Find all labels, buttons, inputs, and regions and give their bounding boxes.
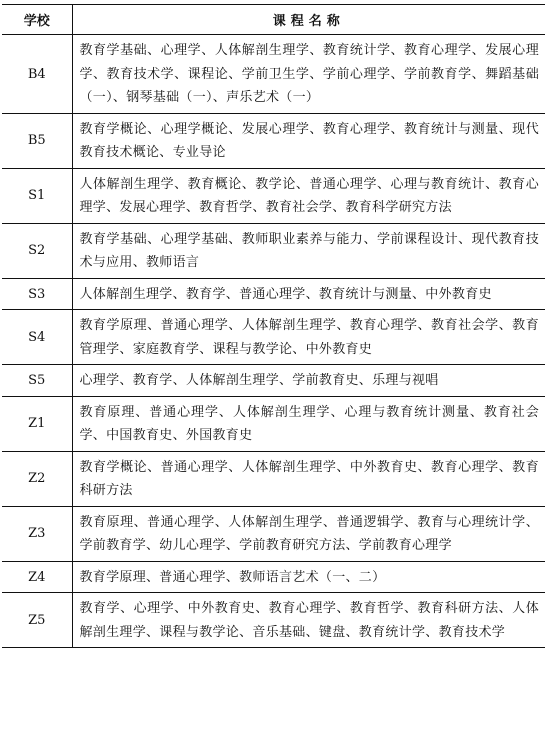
courses-cell: 教育学原理、普通心理学、人体解剖生理学、教育心理学、教育社会学、教育管理学、家庭教育学、课程与教学论、中外教育史 [72,310,545,365]
school-cell: Z5 [2,593,72,648]
courses-cell: 教育原理、普通心理学、人体解剖生理学、心理与教育统计测量、教育社会学、中国教育史、外国教育史 [72,396,545,451]
courses-cell: 教育原理、普通心理学、人体解剖生理学、普通逻辑学、教育与心理统计学、学前教育学、幼儿心理学、学前教育研究方法、学前教育心理学 [72,506,545,561]
school-cell: S4 [2,310,72,365]
header-school: 学校 [2,5,72,35]
courses-cell: 教育学概论、普通心理学、人体解剖生理学、中外教育史、教育心理学、教育科研方法 [72,451,545,506]
header-row [2,5,545,35]
courses-cell: 教育学概论、心理学概论、发展心理学、教育心理学、教育统计与测量、现代教育技术概论、专业导论 [72,113,545,168]
courses-cell: 人体解剖生理学、教育学、普通心理学、教育统计与测量、中外教育史 [72,278,545,310]
table-row [2,506,545,561]
school-cell: S2 [2,223,72,278]
table-row [2,35,545,114]
table-row [2,561,545,593]
school-cell: Z3 [2,506,72,561]
courses-cell: 教育学、心理学、中外教育史、教育心理学、教育哲学、教育科研方法、人体解剖生理学、课程与教学论、音乐基础、键盘、教育统计学、教育技术学 [72,593,545,648]
table-row [2,113,545,168]
table-header [2,5,545,35]
school-cell: S1 [2,168,72,223]
courses-cell: 人体解剖生理学、教育概论、教学论、普通心理学、心理与教育统计、教育心理学、发展心理学、教育哲学、教育社会学、教育科学研究方法 [72,168,545,223]
table-row [2,396,545,451]
courses-cell: 教育学基础、心理学基础、教师职业素养与能力、学前课程设计、现代教育技术与应用、教师语言 [72,223,545,278]
courses-cell: 教育学原理、普通心理学、教师语言艺术（一、二） [72,561,545,593]
courses-cell: 教育学基础、心理学、人体解剖生理学、教育统计学、教育心理学、发展心理学、教育技术学、课程论、学前卫生学、学前心理学、学前教育学、舞蹈基础（一）、钢琴基础（一）、声乐艺术（一） [72,35,545,114]
header-courses: 课程名称 [72,5,545,35]
school-cell: S5 [2,365,72,397]
school-cell: Z2 [2,451,72,506]
table-row [2,365,545,397]
courses-cell: 心理学、教育学、人体解剖生理学、学前教育史、乐理与视唱 [72,365,545,397]
table-row [2,310,545,365]
table-row [2,168,545,223]
table-row [2,223,545,278]
table-row [2,278,545,310]
school-cell: B4 [2,35,72,114]
school-cell: B5 [2,113,72,168]
table-row [2,451,545,506]
table-body [2,35,545,648]
course-table [2,4,545,648]
school-cell: Z4 [2,561,72,593]
school-cell: S3 [2,278,72,310]
school-cell: Z1 [2,396,72,451]
table-row [2,593,545,648]
